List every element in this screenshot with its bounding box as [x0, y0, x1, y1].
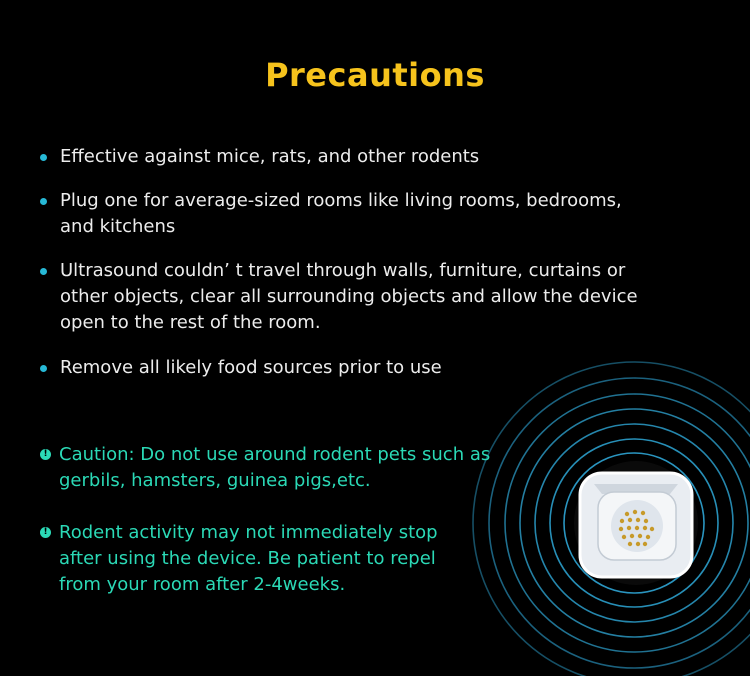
list-item-text: Remove all likely food sources prior to use [60, 357, 442, 378]
bullet-dot-icon [40, 365, 47, 372]
bullet-dot-icon [40, 154, 47, 161]
bullet-dot-icon [40, 198, 47, 205]
caution-text: Caution: Do not use around rodent pets such as gerbils, hamsters, guinea pigs,etc. [59, 444, 491, 491]
caution-icon: ! [40, 449, 51, 460]
list-item-text: Plug one for average-sized rooms like living rooms, bedrooms, and kitchens [60, 190, 622, 237]
caution-icon: ! [40, 527, 51, 538]
caution-text: Rodent activity may not immediately stop after using the device. Be patient to repel from your room after 2-4weeks. [59, 522, 438, 595]
list-item-text: Effective against mice, rats, and other rodents [60, 146, 480, 167]
page-title: Precautions [265, 56, 485, 94]
list-item-text: Ultrasound couldn’ t travel through walls, furniture, curtains or other objects, clear all surrounding objects and allow the device open to the rest of the room. [60, 260, 638, 333]
bullet-dot-icon [40, 268, 47, 275]
ultrasonic-device-icon [574, 461, 698, 585]
